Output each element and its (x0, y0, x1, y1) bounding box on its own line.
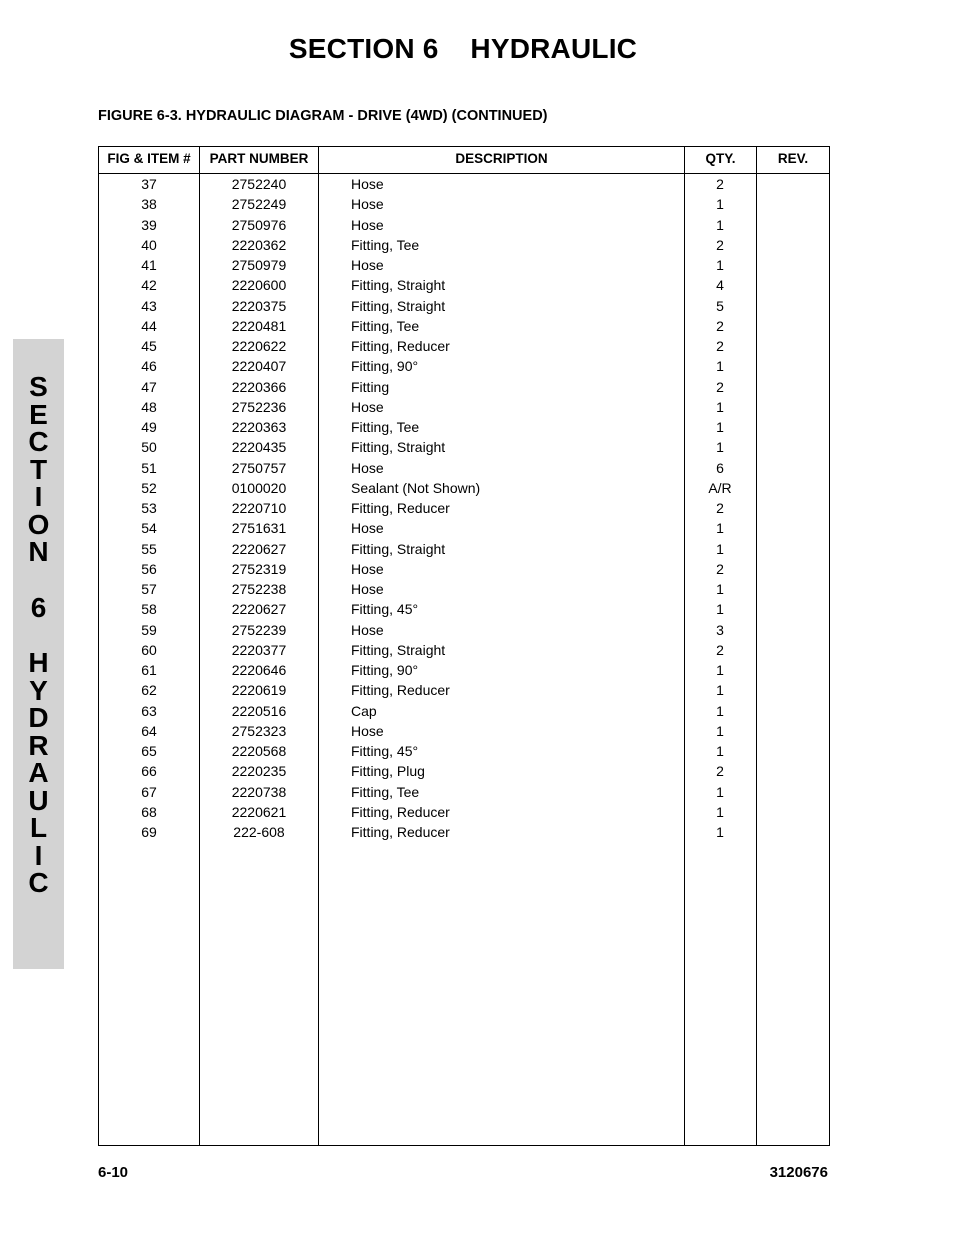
row-quantity: 1 (716, 702, 724, 719)
row-description: Hose (351, 196, 384, 213)
row-part-number: 2220366 (231, 378, 287, 395)
row-quantity: 1 (716, 581, 724, 597)
side-tab-letter: L (29, 812, 48, 843)
row-part-number: 2220710 (231, 500, 287, 516)
row-quantity: 2 (716, 763, 724, 780)
row-quantity: 2 (716, 236, 724, 253)
row-description: Hose (351, 581, 384, 597)
row-quantity: 1 (716, 257, 724, 273)
table-row (99, 437, 829, 457)
row-item-number: 50 (141, 439, 157, 456)
row-description: Fitting, Reducer (351, 682, 450, 699)
row-part-number: 2220621 (231, 803, 287, 820)
parts-table (98, 146, 830, 1146)
row-quantity: 2 (716, 378, 724, 395)
row-description: Fitting, Reducer (351, 338, 450, 354)
row-description: Fitting, Straight (351, 540, 446, 557)
row-part-number: 2220435 (231, 439, 287, 456)
table-row (99, 701, 829, 721)
row-item-number: 38 (141, 196, 157, 213)
row-quantity: 2 (716, 560, 724, 577)
side-tab-letters (13, 373, 64, 897)
row-description: Fitting, 45° (351, 743, 419, 759)
section-title: SECTION 6 HYDRAULIC (288, 33, 638, 64)
row-part-number: 2220622 (231, 338, 287, 354)
table-row (99, 174, 829, 194)
table-header (99, 147, 829, 174)
row-item-number: 67 (141, 783, 157, 800)
row-item-number: 60 (141, 641, 157, 658)
side-tab-letter: U (28, 784, 49, 816)
row-description: Fitting, 90° (351, 358, 419, 375)
table-row (99, 518, 829, 538)
row-description: Hose (351, 520, 384, 537)
row-description: Hose (351, 459, 384, 476)
table-row (99, 620, 829, 640)
side-tab-letter: D (28, 702, 49, 733)
side-tab-letter: E (29, 398, 48, 430)
side-tab-letter: S (29, 371, 48, 402)
table-row (99, 761, 829, 781)
row-quantity: 6 (716, 459, 724, 476)
table-row (99, 599, 829, 619)
row-item-number: 65 (141, 743, 157, 759)
row-part-number: 2220363 (231, 419, 287, 435)
table-row (99, 559, 829, 579)
row-quantity: 1 (716, 196, 724, 213)
side-tab-letter: H (28, 647, 49, 678)
row-item-number: 62 (141, 682, 157, 699)
table-row (99, 336, 829, 356)
document-number: 3120676 (769, 1164, 828, 1181)
table-row (99, 539, 829, 559)
row-item-number: 47 (141, 378, 157, 395)
row-part-number: 2220568 (231, 743, 287, 759)
row-quantity: 4 (716, 277, 724, 294)
row-description: Fitting, Tee (351, 236, 420, 253)
row-item-number: 49 (141, 419, 157, 435)
row-item-number: 51 (141, 459, 157, 476)
row-quantity: 1 (716, 520, 724, 537)
table-row (99, 680, 829, 700)
row-quantity: 5 (716, 297, 724, 314)
row-part-number: 2220738 (231, 783, 287, 800)
row-quantity: 1 (716, 398, 724, 415)
side-tab-letter: C (28, 426, 49, 457)
row-item-number: 40 (141, 236, 157, 253)
row-part-number: 2220362 (231, 236, 287, 253)
row-description: Hose (351, 722, 384, 739)
row-quantity: 1 (716, 216, 724, 233)
row-description: Cap (351, 702, 377, 719)
row-item-number: 64 (141, 722, 157, 739)
row-part-number: 2220646 (231, 662, 287, 678)
row-item-number: 68 (141, 803, 157, 820)
table-row (99, 741, 829, 761)
row-quantity: 2 (716, 641, 724, 658)
table-row (99, 215, 829, 235)
side-tab-letter: T (29, 453, 48, 485)
row-part-number: 2220377 (231, 641, 287, 658)
row-part-number: 2752249 (231, 196, 287, 213)
row-item-number: 45 (141, 338, 157, 354)
row-item-number: 63 (141, 702, 157, 719)
row-item-number: 55 (141, 540, 157, 557)
row-quantity: 1 (716, 783, 724, 800)
row-part-number: 2220627 (231, 601, 287, 618)
side-tab-letter: C (28, 867, 49, 898)
row-item-number: 57 (141, 581, 157, 597)
table-row (99, 579, 829, 599)
row-quantity: 1 (716, 601, 724, 618)
row-part-number: 2220627 (231, 540, 287, 557)
table-row (99, 235, 829, 255)
row-quantity: 1 (716, 824, 724, 840)
row-part-number: 2220516 (231, 702, 287, 719)
row-part-number: 2751631 (231, 520, 287, 537)
table-row (99, 660, 829, 680)
row-part-number: 2752238 (231, 581, 287, 597)
row-description: Fitting, Tee (351, 317, 420, 334)
table-row (99, 275, 829, 295)
header-rev: REV. (777, 151, 809, 166)
table-row (99, 397, 829, 417)
row-quantity: 1 (716, 439, 724, 456)
row-item-number: 59 (141, 621, 157, 638)
header-part-number: PART NUMBER (209, 151, 309, 166)
table-row (99, 498, 829, 518)
row-description: Sealant (Not Shown) (351, 479, 481, 496)
row-description: Fitting, Plug (351, 763, 425, 780)
row-item-number: 42 (141, 277, 157, 294)
row-quantity: 1 (716, 358, 724, 375)
row-part-number: 2220600 (231, 277, 287, 294)
row-item-number: 58 (141, 601, 157, 618)
row-description: Fitting, Straight (351, 641, 446, 658)
section-side-tab (13, 339, 64, 969)
row-item-number: 69 (141, 824, 157, 840)
row-part-number: 2750979 (231, 257, 287, 273)
row-item-number: 37 (141, 176, 157, 192)
table-row (99, 316, 829, 336)
row-item-number: 41 (141, 257, 157, 273)
row-part-number: 2752319 (231, 560, 287, 577)
row-description: Hose (351, 398, 384, 415)
row-item-number: 48 (141, 398, 157, 415)
row-quantity: 2 (716, 176, 724, 192)
row-part-number: 2750976 (231, 216, 287, 233)
row-quantity: 2 (716, 338, 724, 354)
row-quantity: 2 (716, 500, 724, 516)
row-part-number: 2752236 (231, 398, 287, 415)
row-description: Hose (351, 176, 384, 192)
figure-title: FIGURE 6-3. HYDRAULIC DIAGRAM - DRIVE (4WD) (CONTINUED) (98, 108, 548, 124)
row-description: Fitting, Reducer (351, 500, 450, 516)
table-body (99, 174, 829, 842)
side-tab-letter: N (28, 536, 49, 567)
table-row (99, 356, 829, 376)
row-description: Fitting, Tee (351, 783, 420, 800)
row-description: Hose (351, 621, 384, 638)
row-quantity: 1 (716, 682, 724, 699)
table-row (99, 458, 829, 478)
table-row (99, 782, 829, 802)
row-description: Fitting, Reducer (351, 803, 450, 820)
side-tab-letter: I (34, 839, 43, 871)
row-item-number: 61 (141, 662, 157, 678)
side-tab-letter: 6 (30, 591, 47, 623)
row-quantity: A/R (708, 479, 732, 496)
row-quantity: 1 (716, 540, 724, 557)
header-description: DESCRIPTION (455, 151, 548, 166)
row-description: Hose (351, 560, 384, 577)
row-part-number: 2752323 (231, 722, 287, 739)
row-description: Hose (351, 257, 384, 273)
row-part-number: 2220375 (231, 297, 287, 314)
row-quantity: 1 (716, 662, 724, 678)
table-row (99, 802, 829, 822)
row-part-number: 2752239 (231, 621, 287, 638)
row-part-number: 2220407 (231, 358, 287, 375)
row-part-number: 2220481 (231, 317, 287, 334)
row-quantity: 1 (716, 743, 724, 759)
row-item-number: 39 (141, 216, 157, 233)
row-item-number: 44 (141, 317, 157, 334)
row-quantity: 3 (716, 621, 724, 638)
side-tab-letter: Y (29, 674, 48, 706)
row-description: Fitting, 90° (351, 662, 419, 678)
side-tab-letter: O (27, 508, 50, 540)
row-item-number: 43 (141, 297, 157, 314)
row-part-number: 0100020 (231, 479, 287, 496)
table-row (99, 822, 829, 842)
table-row (99, 296, 829, 316)
row-part-number: 2752240 (231, 176, 287, 192)
table-row (99, 417, 829, 437)
row-part-number: 2220235 (231, 763, 287, 780)
row-item-number: 54 (141, 520, 157, 537)
row-quantity: 2 (716, 317, 724, 334)
row-quantity: 1 (716, 803, 724, 820)
row-item-number: 56 (141, 560, 157, 577)
page-number: 6-10 (98, 1164, 129, 1181)
row-item-number: 53 (141, 500, 157, 516)
row-description: Fitting, 45° (351, 601, 419, 618)
side-tab-letter: I (34, 481, 43, 512)
header-qty: QTY. (705, 151, 736, 166)
table-row (99, 721, 829, 741)
row-description: Fitting, Reducer (351, 824, 450, 840)
row-quantity: 1 (716, 722, 724, 739)
row-item-number: 66 (141, 763, 157, 780)
row-part-number: 2750757 (231, 459, 287, 476)
row-description: Fitting, Straight (351, 297, 446, 314)
table-row (99, 478, 829, 498)
side-tab-letter: R (28, 729, 49, 761)
row-description: Fitting (351, 378, 390, 395)
row-description: Hose (351, 216, 384, 233)
row-item-number: 46 (141, 358, 157, 375)
row-description: Fitting, Straight (351, 277, 446, 294)
row-quantity: 1 (716, 419, 724, 435)
row-part-number: 2220619 (231, 682, 287, 699)
row-item-number: 52 (141, 479, 157, 496)
row-description: Fitting, Straight (351, 439, 446, 456)
row-part-number: 222-608 (233, 824, 285, 840)
side-tab-letter: A (28, 757, 49, 788)
table-row (99, 377, 829, 397)
table-row (99, 640, 829, 660)
row-description: Fitting, Tee (351, 419, 420, 435)
table-row (99, 255, 829, 275)
header-fig-item: FIG & ITEM # (107, 151, 191, 166)
table-row (99, 194, 829, 214)
